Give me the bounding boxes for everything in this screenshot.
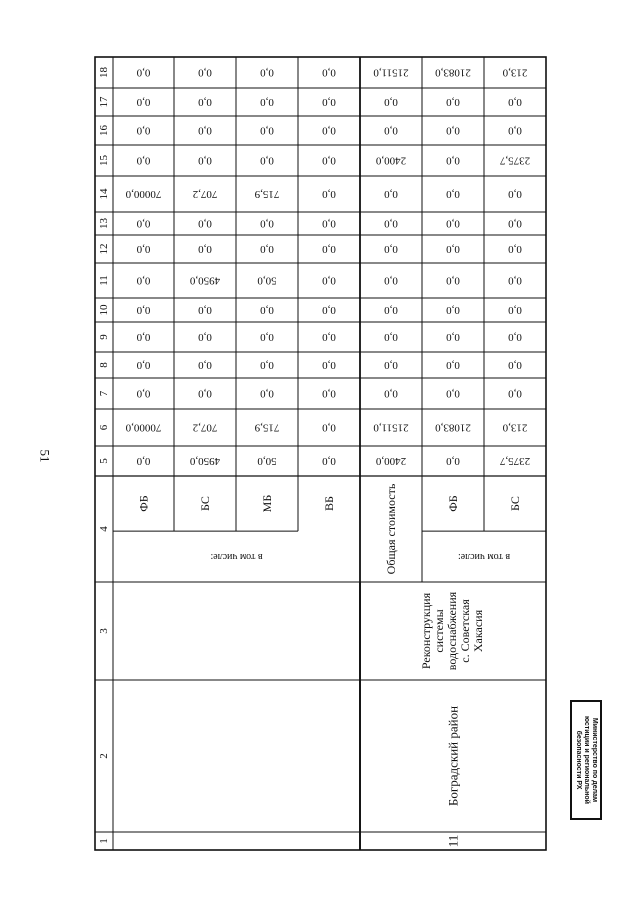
column-number-8: 8	[98, 362, 110, 368]
prev-row-cell: 0,0	[198, 387, 212, 400]
column-number-4: 4	[98, 526, 110, 532]
project-name-line: водоснабжения	[445, 591, 459, 671]
project-name-line: Хакасия	[471, 609, 485, 653]
prev-row-cell: 715,9	[254, 421, 280, 434]
column-number-7: 7	[98, 390, 110, 397]
prev-row-cell: 70000,0	[125, 421, 162, 434]
prev-row-cell: 0,0	[136, 359, 151, 371]
prev-row-source-label: ФБ	[136, 495, 151, 512]
entry-row-cell: 0,0	[508, 304, 522, 316]
entry-row-cell: 0,0	[384, 96, 398, 108]
prev-row-cell: 0,0	[322, 124, 336, 137]
column-number-11: 11	[98, 275, 110, 286]
column-number-17: 17	[98, 96, 110, 108]
prev-row-cell: 707,2	[192, 188, 218, 200]
entry-row-cell: 2400,0	[375, 154, 407, 167]
prev-row-cell: 0,0	[136, 304, 151, 316]
entry-row-cell: 0,0	[446, 217, 460, 230]
entry-row-cell: 0,0	[384, 124, 398, 137]
column-number-16: 16	[98, 125, 110, 136]
entry-row-cell: 0,0	[446, 124, 460, 137]
page-number: 51	[37, 449, 53, 463]
prev-row-cell: 0,0	[198, 217, 212, 230]
prev-row-cell: 0,0	[322, 387, 336, 400]
prev-subheader: в том числе:	[210, 551, 263, 563]
prev-row-cell: 0,0	[198, 124, 212, 137]
entry-row-cell: 0,0	[508, 96, 522, 108]
prev-row-source-label: БС	[198, 496, 212, 511]
prev-row-cell: 0,0	[322, 66, 336, 79]
entry-row-cell: 0,0	[508, 243, 522, 255]
entry-row-cell: 2375,7	[499, 154, 531, 167]
prev-row-cell: 50,0	[257, 455, 277, 467]
entry-row-cell: 0,0	[446, 455, 460, 467]
prev-row-cell: 0,0	[322, 304, 336, 316]
entry-row-cell: 0,0	[446, 387, 460, 400]
prev-row-cell: 50,0	[257, 274, 277, 287]
prev-row-cell: 0,0	[260, 331, 274, 343]
entry-row-cell: 213,0	[502, 421, 528, 434]
stamp-line-2: юстиции и региональной	[583, 716, 590, 804]
column-number-3: 3	[98, 628, 110, 634]
entry-row-cell: 0,0	[508, 331, 522, 343]
entry-row-cell: 0,0	[446, 274, 460, 287]
prev-row-cell: 0,0	[136, 154, 151, 167]
prev-row-cell: 0,0	[260, 124, 274, 137]
entry-row-cell: 21511,0	[373, 66, 409, 79]
prev-row-cell: 0,0	[136, 455, 151, 467]
entry-row-cell: 0,0	[384, 188, 398, 200]
project-name-line: с. Советская	[458, 599, 472, 663]
entry-row-cell: 0,0	[384, 217, 398, 230]
stamp-line-3: безопасности РХ	[575, 730, 582, 790]
entry-row-cell: 0,0	[446, 96, 460, 108]
entry-row-cell: 0,0	[384, 359, 398, 371]
entry-row-source-label: ФБ	[446, 495, 460, 512]
column-number-2: 2	[98, 753, 110, 759]
entry-row-cell: 2400,0	[375, 455, 407, 467]
entry-row-cell: 21511,0	[373, 421, 409, 434]
prev-row-source-label: ВБ	[322, 496, 336, 512]
column-number-15: 15	[98, 155, 110, 166]
prev-row-cell: 4950,0	[189, 455, 221, 467]
prev-row-cell: 0,0	[136, 387, 151, 400]
prev-row-cell: 0,0	[322, 421, 336, 434]
prev-row-cell: 0,0	[322, 154, 336, 167]
prev-row-cell: 0,0	[260, 66, 274, 79]
entry-row-cell: 0,0	[384, 387, 398, 400]
prev-row-cell: 0,0	[322, 359, 336, 371]
column-number-1: 1	[98, 838, 110, 844]
entry-row-cell: 0,0	[446, 188, 460, 200]
prev-row-cell: 0,0	[136, 331, 151, 343]
entry-row-cell: 0,0	[508, 274, 522, 287]
prev-row-cell: 0,0	[198, 66, 212, 79]
column-number-12: 12	[98, 243, 110, 255]
prev-row-cell: 0,0	[198, 96, 212, 108]
entry-row-cell: 21083,0	[435, 421, 471, 434]
stamp-line-1: Министерство по делам	[591, 717, 598, 803]
prev-row-cell: 0,0	[322, 243, 336, 255]
column-number-5: 5	[98, 458, 110, 464]
prev-row-cell: 0,0	[136, 274, 151, 287]
entry-row-cell: 0,0	[384, 243, 398, 255]
prev-row-cell: 0,0	[198, 154, 212, 167]
entry-row-cell: 0,0	[508, 359, 522, 371]
prev-row-cell: 0,0	[260, 96, 274, 108]
prev-row-cell: 0,0	[260, 304, 274, 316]
column-number-6: 6	[98, 424, 110, 431]
prev-row-cell: 0,0	[136, 217, 151, 230]
prev-row-cell: 0,0	[136, 124, 151, 137]
entry-row-cell: 21083,0	[435, 66, 471, 79]
entry-row-cell: 0,0	[446, 243, 460, 255]
prev-row-source-label: МБ	[260, 494, 274, 513]
prev-row-cell: 70000,0	[125, 188, 162, 200]
prev-row-cell: 0,0	[322, 217, 336, 230]
prev-row-cell: 0,0	[322, 455, 336, 467]
entry-row-cell: 0,0	[446, 331, 460, 343]
prev-row-cell: 0,0	[322, 188, 336, 200]
entry-row-cell: 213,0	[502, 66, 528, 79]
prev-row-cell: 4950,0	[189, 274, 221, 287]
entry-row-cell: 0,0	[508, 124, 522, 137]
column-number-9: 9	[98, 334, 110, 340]
entry-row-cell: 0,0	[384, 274, 398, 287]
prev-row-cell: 0,0	[322, 96, 336, 108]
district-name: Боградский район	[445, 705, 461, 807]
prev-row-cell: 0,0	[322, 331, 336, 343]
prev-row-cell: 0,0	[260, 387, 274, 400]
prev-row-cell: 0,0	[198, 304, 212, 316]
prev-row-cell: 0,0	[136, 66, 151, 79]
prev-row-cell: 0,0	[136, 243, 151, 255]
entry-row-cell: 2375,7	[499, 455, 531, 467]
registration-stamp	[570, 700, 602, 820]
entry-row-cell: 0,0	[384, 331, 398, 343]
column-number-10: 10	[98, 304, 110, 316]
entry-number: 11	[445, 834, 461, 848]
project-name-line: системы	[432, 609, 446, 653]
total-cost-label: Общая стоимость	[384, 483, 398, 575]
prev-row-cell: 0,0	[260, 243, 274, 255]
prev-row-cell: 0,0	[260, 154, 274, 167]
entry-row-cell: 0,0	[446, 154, 460, 167]
entry-row-cell: 0,0	[508, 217, 522, 230]
entry-row-source-label: БС	[508, 496, 522, 511]
prev-row-cell: 0,0	[136, 96, 151, 108]
entry-row-cell: 0,0	[508, 387, 522, 400]
entry-row-cell: 0,0	[508, 188, 522, 200]
prev-row-cell: 715,9	[254, 188, 280, 200]
prev-row-cell: 0,0	[322, 274, 336, 287]
prev-row-cell: 0,0	[198, 331, 212, 343]
prev-row-cell: 0,0	[260, 359, 274, 371]
entry-row-cell: 0,0	[384, 304, 398, 316]
project-name-line: Реконструкция	[419, 592, 433, 670]
column-number-18: 18	[98, 67, 110, 78]
entry-row-cell: 0,0	[446, 304, 460, 316]
prev-row-cell: 707,2	[192, 421, 218, 434]
prev-row-cell: 0,0	[198, 359, 212, 371]
prev-row-cell: 0,0	[260, 217, 274, 230]
prev-row-cell: 0,0	[198, 243, 212, 255]
entry-row-cell: 0,0	[446, 359, 460, 371]
column-number-13: 13	[98, 218, 110, 229]
column-number-14: 14	[98, 188, 110, 200]
entry-subheader: в том числе:	[457, 551, 511, 563]
